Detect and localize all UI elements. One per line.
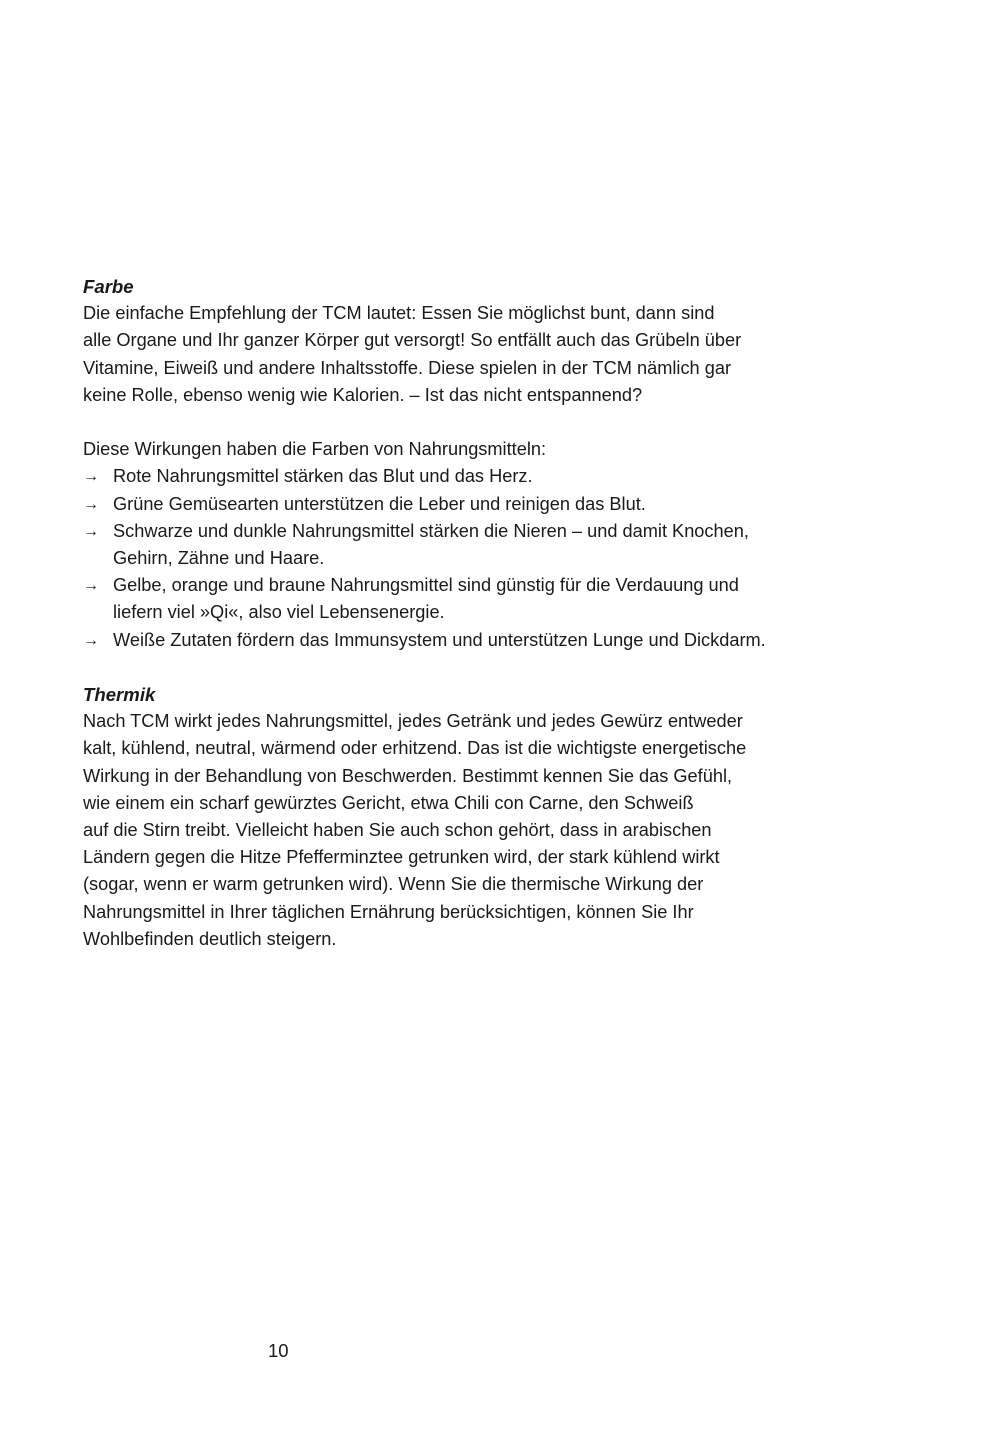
paragraph-thermik [83,708,823,953]
list-item [83,491,823,518]
list-item [83,572,823,626]
text-line: Gelbe, orange und braune Nahrungsmittel sind günstig für die Verdauung und [113,575,739,596]
text-line: liefern viel »Qi«, also viel Lebensenergie. [113,602,445,623]
section-heading-thermik: Thermik [83,684,156,706]
color-effects-list [83,463,823,653]
list-item [83,518,823,572]
text-line: kalt, kühlend, neutral, wärmend oder erhitzend. Das ist die wichtigste energetische [83,738,747,759]
text-line: wie einem ein scharf gewürztes Gericht, etwa Chili con Carne, den Schweiß [83,792,694,813]
text-line: Nahrungsmittel in Ihrer täglichen Ernährung berücksichtigen, können Sie Ihr [83,901,694,922]
text-line: alle Organe und Ihr ganzer Körper gut versorgt! So entfällt auch das Grübeln über [83,330,742,351]
text-line: Die einfache Empfehlung der TCM lautet: Essen Sie möglichst bunt, dann sind [83,303,715,324]
text-line: Rote Nahrungsmittel stärken das Blut und das Herz. [113,466,533,487]
arrow-right-icon: → [83,495,99,513]
arrow-right-icon: → [83,522,99,540]
section-heading-farbe: Farbe [83,276,134,297]
paragraph-spacer [83,654,823,681]
arrow-right-icon: → [83,577,99,595]
text-line: Schwarze und dunkle Nahrungsmittel stärken die Nieren – und damit Knochen, [113,520,749,541]
page-body [83,273,823,953]
list-item [83,463,823,490]
text-line: (sogar, wenn er warm getrunken wird). Wenn Sie die thermische Wirkung der [83,874,704,895]
text-line: auf die Stirn treibt. Vielleicht haben Sie auch schon gehört, dass in arabischen [83,820,712,841]
arrow-right-icon: → [83,631,99,649]
arrow-right-icon: → [83,468,99,486]
text-line: Gehirn, Zähne und Haare. [113,548,325,569]
paragraph-spacer [83,409,823,436]
text-line: Wirkung in der Behandlung von Beschwerden. Bestimmt kennen Sie das Gefühl, [83,765,733,786]
page-number: 10 [268,1340,289,1361]
text-line: Diese Wirkungen haben die Farben von Nahrungsmitteln: [83,439,547,460]
list-item [83,627,823,654]
list-intro [83,436,823,463]
text-line: Vitamine, Eiweiß und andere Inhaltsstoffe. Diese spielen in der TCM nämlich gar [83,357,732,378]
text-line: Wohlbefinden deutlich steigern. [83,928,337,949]
text-line: keine Rolle, ebenso wenig wie Kalorien. – Ist das nicht entspannend? [83,384,643,405]
text-line: Grüne Gemüsearten unterstützen die Leber und reinigen das Blut. [113,493,646,514]
text-line: Ländern gegen die Hitze Pfefferminztee getrunken wird, der stark kühlend wirkt [83,847,720,868]
text-line: Weiße Zutaten fördern das Immunsystem und unterstützen Lunge und Dickdarm. [113,629,766,650]
text-line: Nach TCM wirkt jedes Nahrungsmittel, jedes Getränk und jedes Gewürz entweder [83,711,743,732]
paragraph-farbe [83,300,823,409]
